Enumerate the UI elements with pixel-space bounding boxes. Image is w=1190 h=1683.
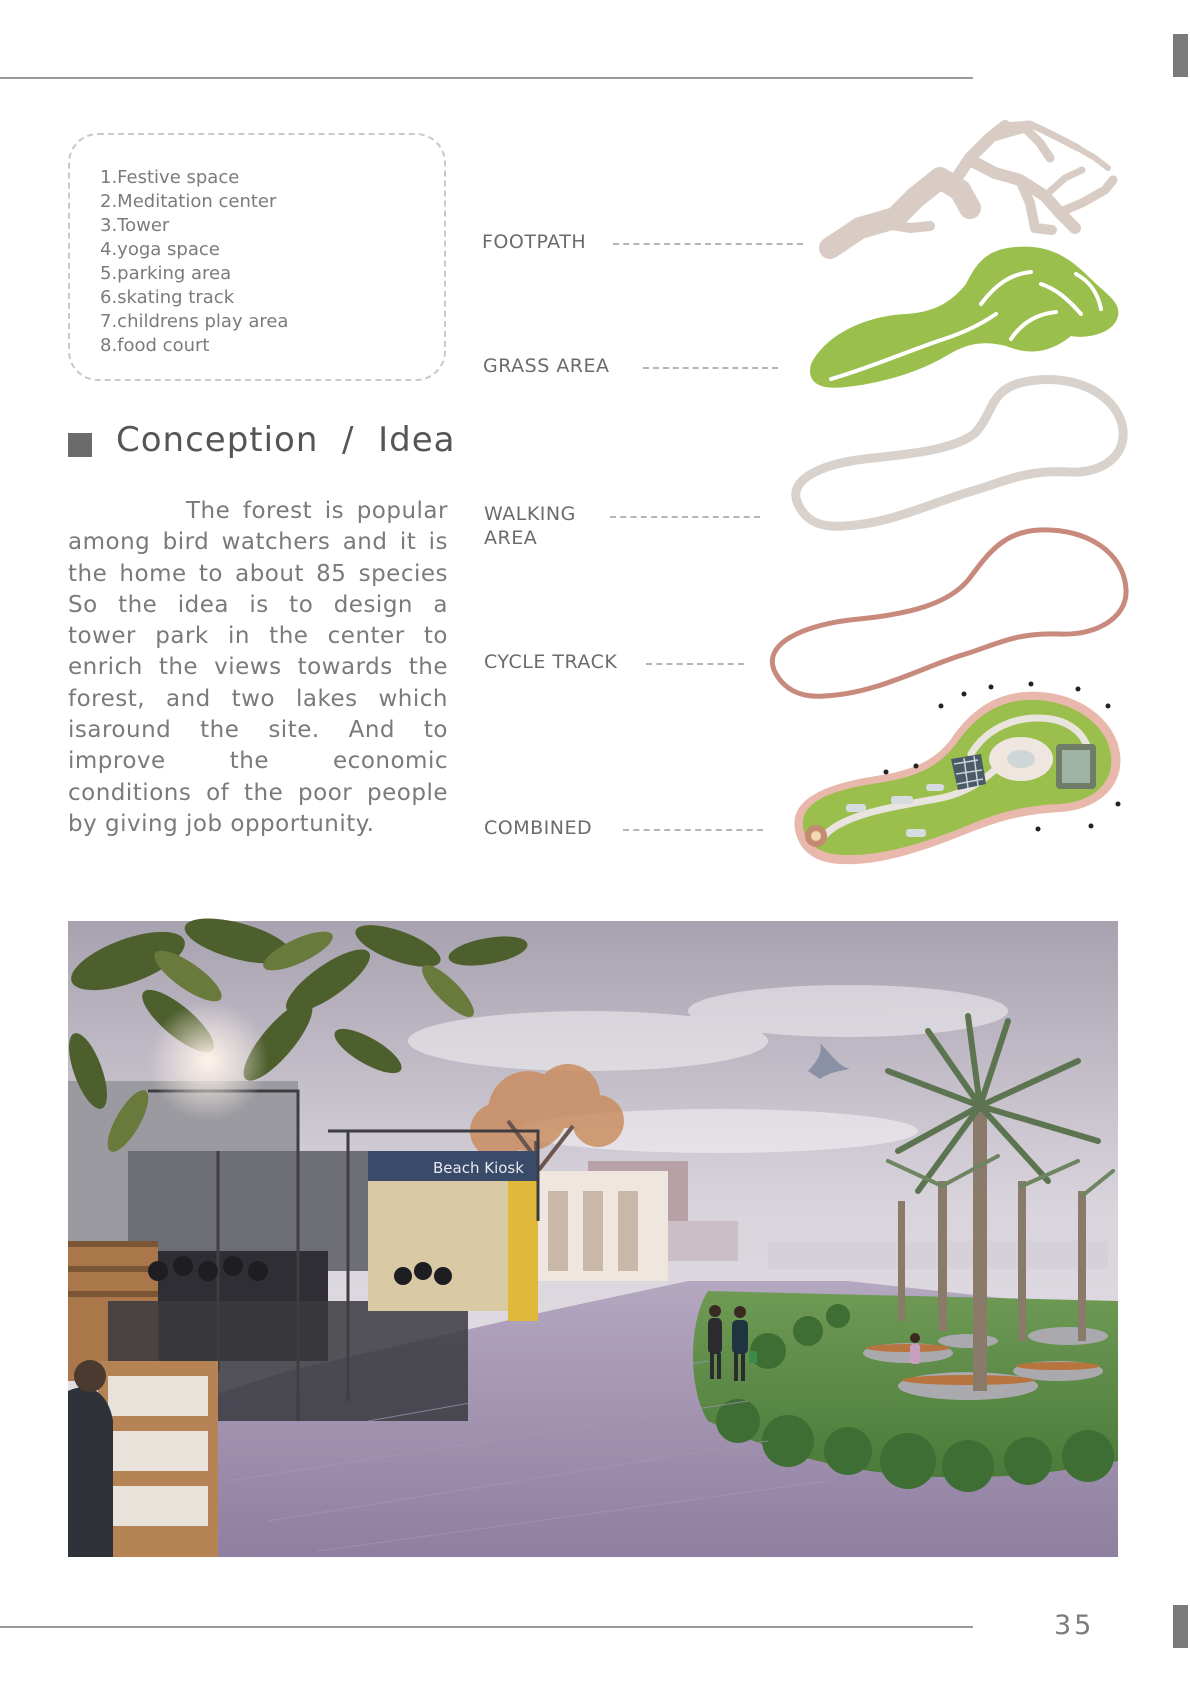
legend-item: 2.Meditation center: [100, 191, 277, 212]
legend-item: 6.skating track: [100, 287, 235, 308]
park-render-image: [68, 921, 1118, 1557]
section-body: [68, 496, 448, 840]
section-body-text: The forest is popular among bird watchers and it is the home to about 85 species So the idea is to design a tower park in the center to enrich the views towards the forest, and two lakes which isaround the site. And to improve the economic conditions of the poor people by giving job opportunity.: [68, 498, 448, 837]
kiosk-sign: Beach Kiosk: [433, 1159, 524, 1177]
legend-item: 5.parking area: [100, 263, 232, 284]
leader-combined: [623, 829, 763, 831]
layer-label-combined: COMBINED: [484, 817, 593, 839]
legend-item: 3.Tower: [100, 215, 170, 236]
combined-diagram: [786, 684, 1126, 870]
leader-footpath: [613, 243, 803, 245]
leader-grass: [643, 367, 778, 369]
bottom-rule: [0, 1626, 973, 1628]
legend-list: [100, 166, 288, 358]
top-rule: [0, 77, 973, 79]
layer-label-cycle: CYCLE TRACK: [484, 651, 618, 673]
layer-label-walking: WALKING AREA: [484, 503, 576, 549]
cycle-track-diagram: [764, 524, 1134, 706]
legend-item: 7.childrens play area: [100, 311, 289, 332]
layer-label-footpath: FOOTPATH: [482, 231, 587, 253]
legend-item: 4.yoga space: [100, 239, 220, 260]
leader-cycle: [646, 663, 744, 665]
page-number: 35: [1054, 1610, 1095, 1641]
legend-item: 1.Festive space: [100, 167, 240, 188]
walking-area-diagram: [784, 374, 1129, 539]
grass-area-diagram: [806, 244, 1126, 392]
top-side-tab: [1173, 34, 1188, 77]
bottom-side-tab: [1173, 1605, 1188, 1648]
leader-walking: [610, 516, 760, 518]
legend-item: 8.food court: [100, 335, 210, 356]
layer-label-grass: GRASS AREA: [483, 355, 610, 377]
section-heading: Conception / Idea: [116, 420, 456, 460]
heading-bullet-icon: [68, 433, 92, 457]
